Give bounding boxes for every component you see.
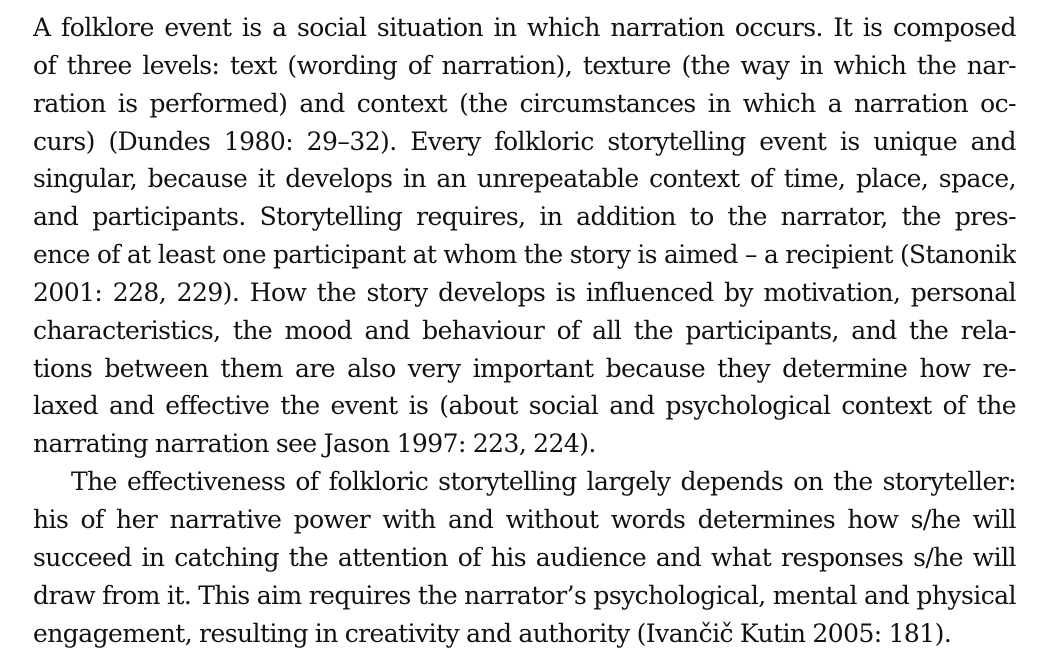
text-line: 2001: 228, 229). How the story develops is influenced by motivation, personal bbox=[33, 277, 1016, 307]
text-line: and participants. Storytelling requires, in addition to the narrator, the pres- bbox=[33, 202, 1016, 232]
text-line: A folklore event is a social situation in which narration occurs. It is composed bbox=[33, 13, 1016, 42]
text-line: narrating narration see Jason 1997: 223, 224). bbox=[33, 429, 596, 459]
document-page bbox=[33, 9, 1016, 652]
paragraph-1 bbox=[33, 9, 1016, 463]
text-line: ence of at least one participant at whom the story is aimed – a recipient (Stanonik bbox=[33, 240, 1016, 270]
text-line: characteristics, the mood and behaviour of all the participants, and the rela- bbox=[33, 315, 1016, 345]
text-line: singular, because it develops in an unrepeatable context of time, place, space, bbox=[33, 164, 1016, 194]
text-line: ration is performed) and context (the circumstances in which a narration oc- bbox=[33, 88, 1016, 118]
text-line: succeed in catching the attention of his audience and what responses s/he will bbox=[33, 542, 1016, 572]
text-line: engagement, resulting in creativity and authority (Ivančič Kutin 2005: 181). bbox=[33, 618, 952, 648]
text-line: laxed and effective the event is (about social and psychological context of the bbox=[33, 391, 1016, 421]
text-line: his of her narrative power with and without words determines how s/he will bbox=[33, 504, 1016, 534]
text-line: curs) (Dundes 1980: 29–32). Every folkloric storytelling event is unique and bbox=[33, 126, 1016, 156]
text-line: draw from it. This aim requires the narrator’s psychological, mental and physical bbox=[33, 580, 1016, 610]
paragraph-2 bbox=[33, 463, 1016, 652]
text-line: The effectiveness of folkloric storytelling largely depends on the storyteller: bbox=[71, 467, 1016, 497]
text-line: of three levels: text (wording of narration), texture (the way in which the nar- bbox=[33, 50, 1016, 80]
text-line: tions between them are also very important because they determine how re- bbox=[33, 353, 1016, 383]
